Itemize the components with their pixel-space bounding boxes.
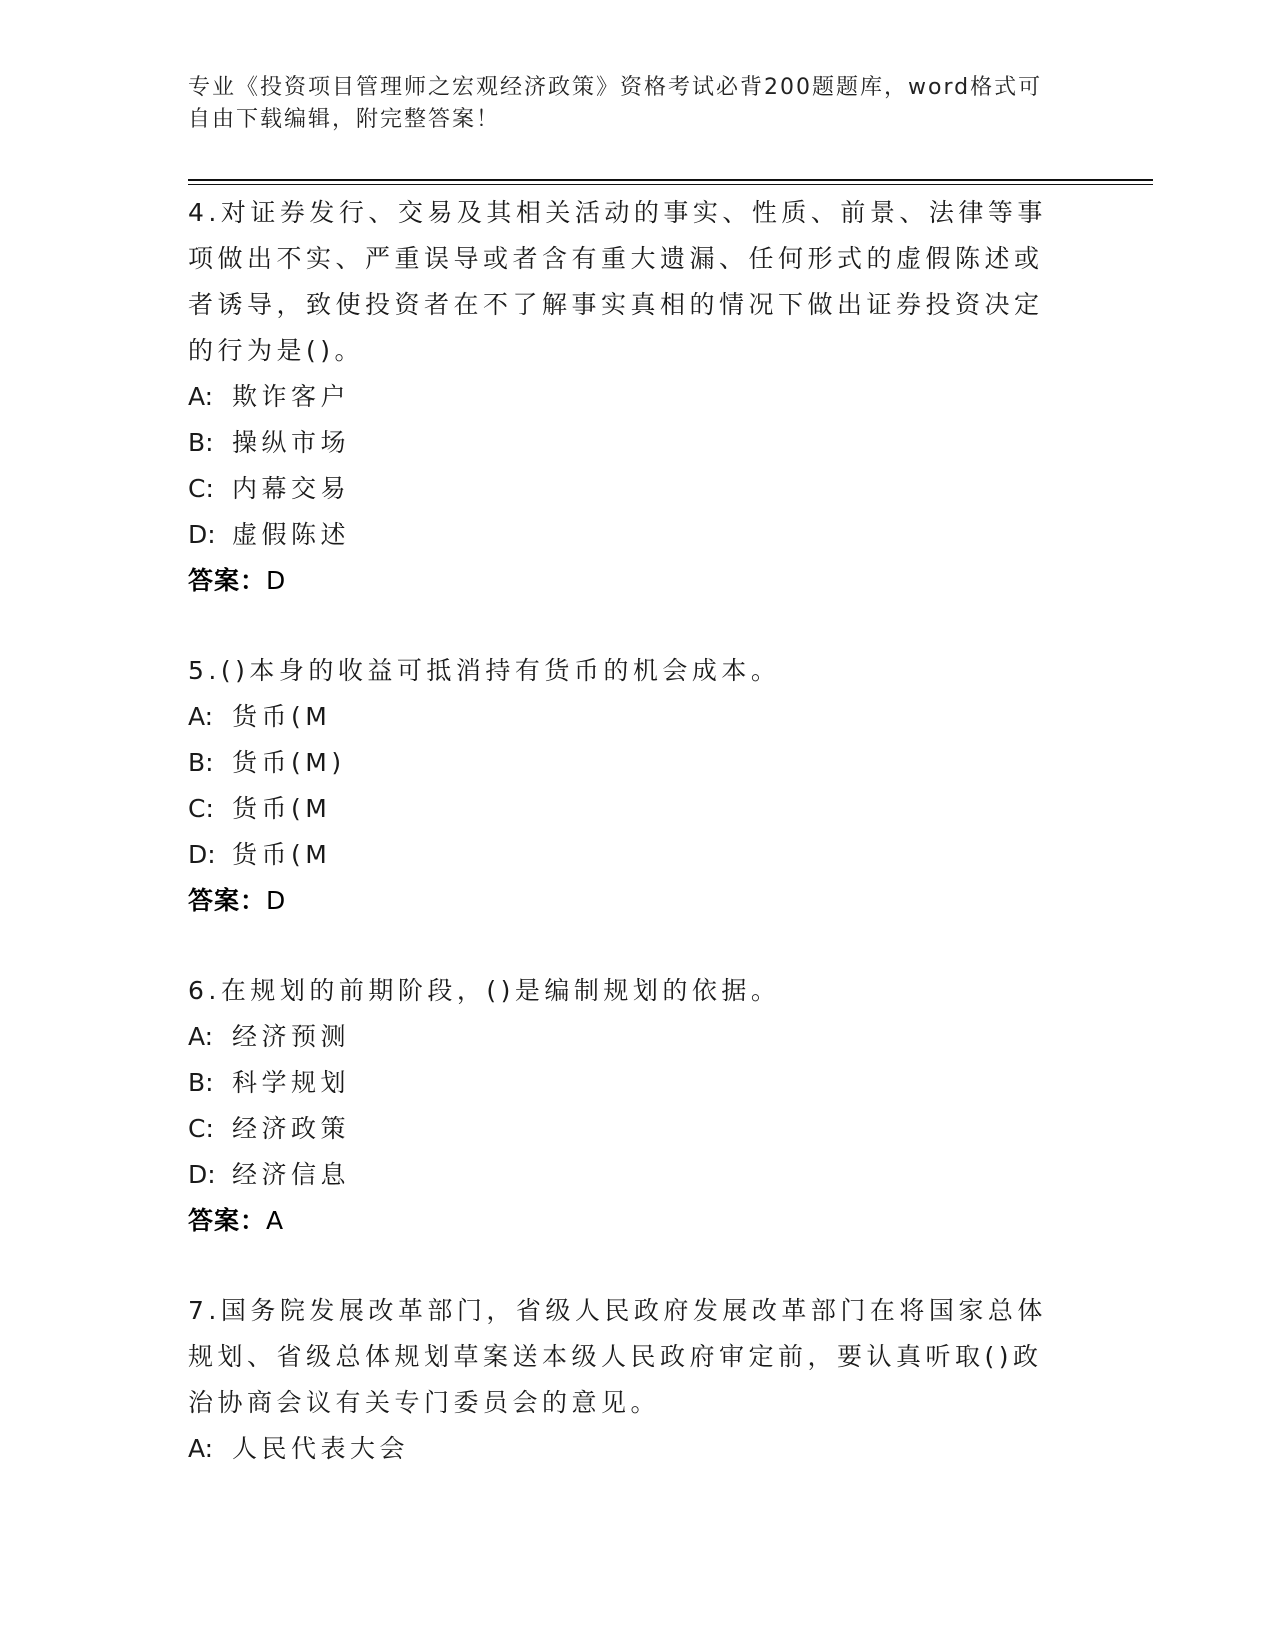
option-b	[188, 740, 1068, 786]
question-list	[188, 190, 1068, 1472]
answer-value: D	[266, 886, 286, 915]
option-key: B:	[188, 1068, 214, 1097]
question-6	[188, 968, 1068, 1244]
option-key: C:	[188, 474, 214, 503]
option-text: 人民代表大会	[232, 1434, 410, 1463]
option-b	[188, 420, 1068, 466]
option-text: 操纵市场	[232, 428, 351, 457]
header-rule-thin	[188, 184, 1153, 185]
question-stem: 6.在规划的前期阶段，()是编制规划的依据。	[188, 976, 781, 1005]
option-key: B:	[188, 748, 214, 777]
option-d	[188, 1152, 1068, 1198]
option-text: 货币(M	[232, 702, 332, 731]
option-text: 货币(M	[232, 794, 332, 823]
option-c	[188, 786, 1068, 832]
option-text: 经济信息	[232, 1160, 351, 1189]
option-key: A:	[188, 702, 214, 731]
option-d	[188, 512, 1068, 558]
option-key: D:	[188, 520, 216, 549]
option-text: 货币(M)	[232, 748, 346, 777]
option-b	[188, 1060, 1068, 1106]
header-rule-thick	[188, 179, 1153, 181]
answer-value: D	[266, 566, 286, 595]
option-text: 内幕交易	[232, 474, 351, 503]
question-7	[188, 1288, 1068, 1472]
option-a	[188, 374, 1068, 420]
option-text: 欺诈客户	[232, 382, 351, 411]
option-text: 科学规划	[232, 1068, 351, 1097]
option-d	[188, 832, 1068, 878]
question-5	[188, 648, 1068, 924]
option-text: 经济政策	[232, 1114, 351, 1143]
option-a	[188, 694, 1068, 740]
option-key: C:	[188, 1114, 214, 1143]
option-text: 虚假陈述	[232, 520, 351, 549]
option-key: A:	[188, 1434, 214, 1463]
option-key: A:	[188, 1022, 214, 1051]
answer-value: A	[266, 1206, 284, 1235]
option-key: D:	[188, 1160, 216, 1189]
answer-label: 答案：	[188, 566, 267, 595]
answer-line	[188, 558, 1068, 604]
answer-line	[188, 1198, 1068, 1244]
question-stem: 4.对证券发行、交易及其相关活动的事实、性质、前景、法律等事项做出不实、严重误导或者含有重大遗漏、任何形式的虚假陈述或者诱导，致使投资者在不了解事实真相的情况下做出证券投资决定的行为是()。	[188, 198, 1047, 365]
option-text: 经济预测	[232, 1022, 351, 1051]
header-title-line-1: 专业《投资项目管理师之宏观经济政策》资格考试必背200题题库，word格式可	[188, 75, 1043, 100]
option-key: B:	[188, 428, 214, 457]
option-a	[188, 1014, 1068, 1060]
option-c	[188, 1106, 1068, 1152]
option-key: C:	[188, 794, 214, 823]
option-a	[188, 1426, 1068, 1472]
answer-line	[188, 878, 1068, 924]
option-c	[188, 466, 1068, 512]
answer-label: 答案：	[188, 886, 267, 915]
option-text: 货币(M	[232, 840, 332, 869]
option-key: A:	[188, 382, 214, 411]
option-key: D:	[188, 840, 216, 869]
header-title-line-2: 自由下载编辑，附完整答案！	[188, 107, 501, 132]
answer-label: 答案：	[188, 1206, 267, 1235]
question-4	[188, 190, 1068, 604]
question-stem: 5.()本身的收益可抵消持有货币的机会成本。	[188, 656, 781, 685]
question-stem: 7.国务院发展改革部门，省级人民政府发展改革部门在将国家总体规划、省级总体规划草案送本级人民政府审定前，要认真听取()政治协商会议有关专门委员会的意见。	[188, 1296, 1047, 1417]
document-header	[188, 72, 1068, 136]
